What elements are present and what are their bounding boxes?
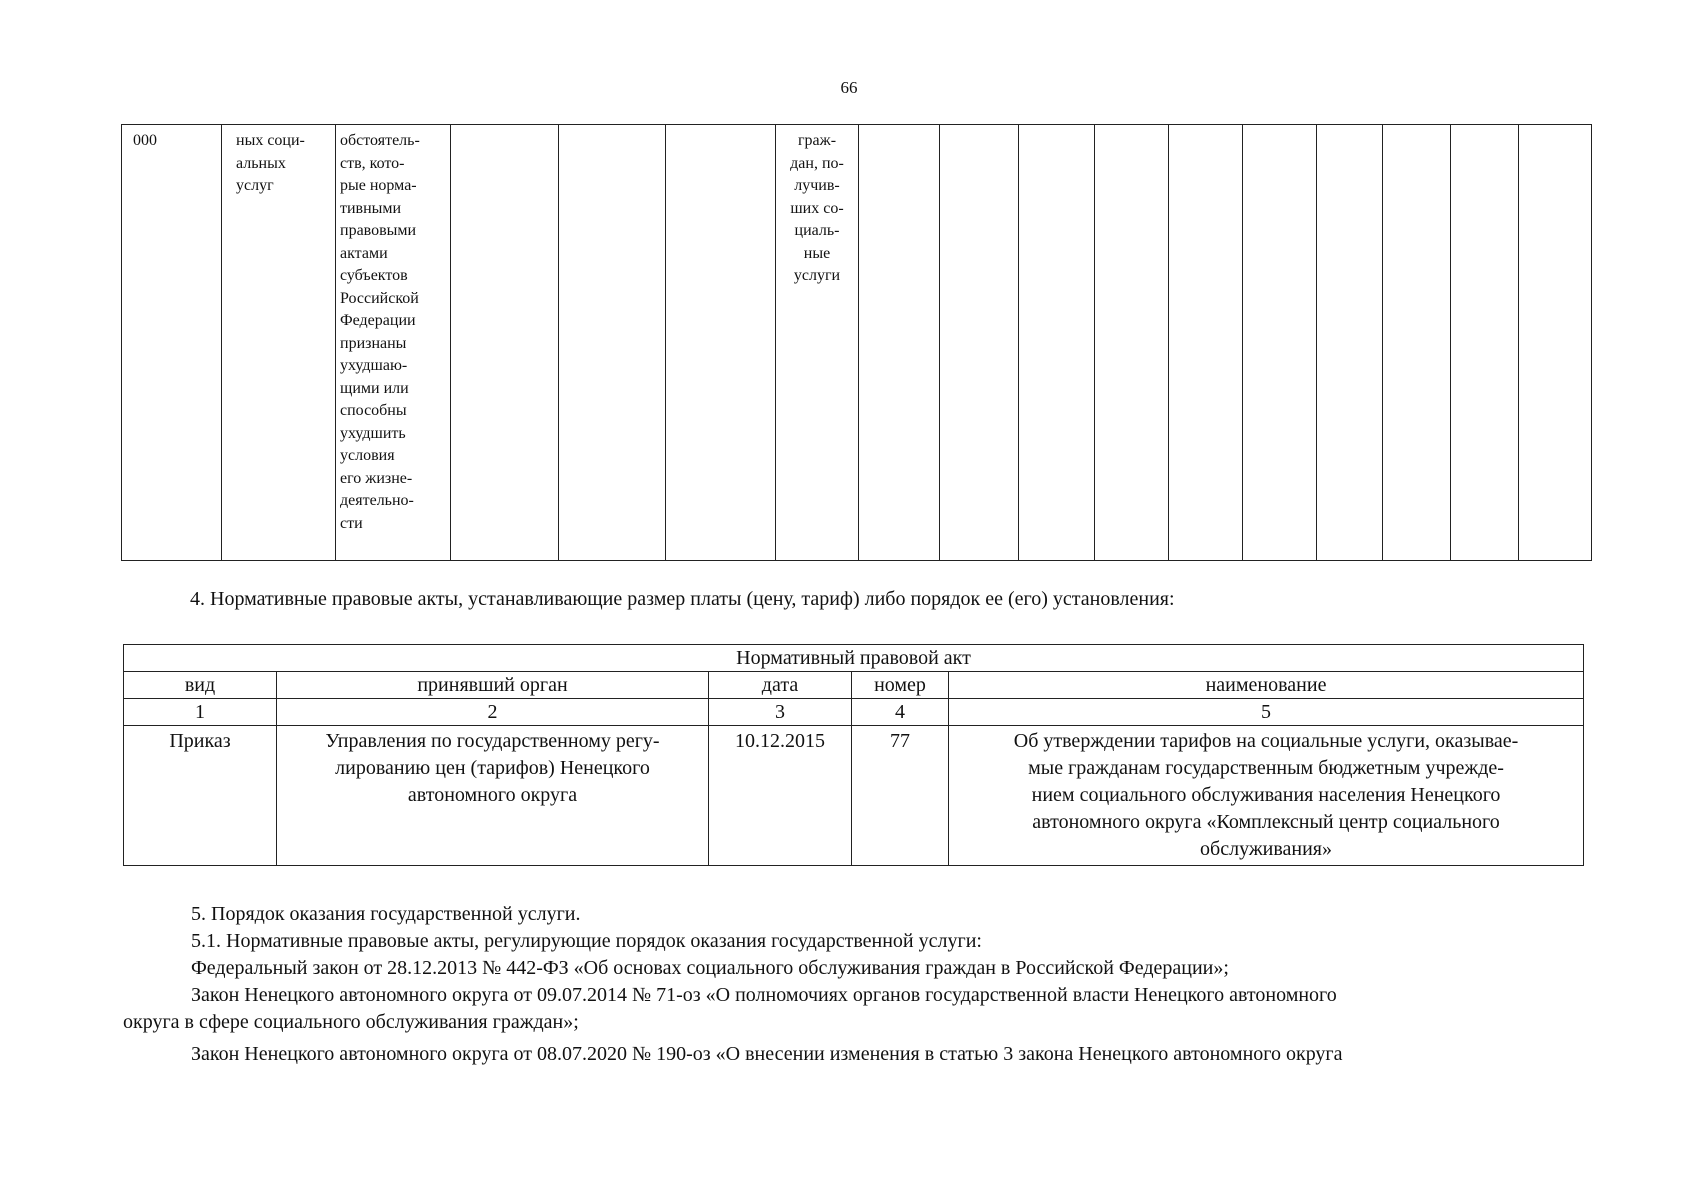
federal-law-paragraph: Федеральный закон от 28.12.2013 № 442-ФЗ «Об основах социального обслуживания граждан в Российской Федерации»; (191, 957, 1229, 979)
section-5-1-heading: 5.1. Нормативные правовые акты, регулирующие порядок оказания государственной услуги: (191, 930, 982, 952)
table-row (124, 726, 1584, 866)
act-date: 10.12.2015 (709, 726, 852, 866)
empty-cell (559, 125, 666, 561)
table-caption: Нормативный правовой акт (124, 645, 1584, 672)
column-number: 5 (949, 699, 1584, 726)
indicator-cell: граж- дан, по- лучив- ших со- циаль- ные услуги (776, 125, 859, 561)
column-header: номер (852, 672, 949, 699)
act-number: 77 (852, 726, 949, 866)
empty-cell (1451, 125, 1519, 561)
empty-cell (1317, 125, 1383, 561)
section-5-title: 5. Порядок оказания государственной услуги. (191, 903, 581, 925)
column-header: дата (709, 672, 852, 699)
empty-cell (1243, 125, 1317, 561)
act-type: Приказ (124, 726, 277, 866)
amendment-law-paragraph: Закон Ненецкого автономного округа от 08.07.2020 № 190-оз «О внесении изменения в статью 3 закона Ненецкого автономного округа (191, 1043, 1343, 1065)
empty-cell (451, 125, 559, 561)
legal-acts-table (123, 644, 1584, 866)
column-number: 2 (277, 699, 709, 726)
column-header: принявший орган (277, 672, 709, 699)
act-organ: Управления по государственному регу- лированию цен (тарифов) Ненецкого автономного округа (277, 726, 709, 866)
column-number: 1 (124, 699, 277, 726)
table-row (122, 125, 1592, 561)
page-number: 66 (840, 78, 858, 97)
empty-cell (1519, 125, 1592, 561)
code-cell: 000 (122, 125, 222, 561)
regional-law-paragraph-continued: округа в сфере социального обслуживания граждан»; (123, 1011, 579, 1033)
column-header: наименование (949, 672, 1584, 699)
service-name-cell: ных соци- альных услуг (222, 125, 336, 561)
empty-cell (1383, 125, 1451, 561)
empty-cell (1169, 125, 1243, 561)
column-number: 4 (852, 699, 949, 726)
act-title: Об утверждении тарифов на социальные услуги, оказывае- мые гражданам государственным бюджетным учрежде- нием социального обслуживания населения Ненецкого автономного округа «Комплексный центр социального обслуживания» (949, 726, 1584, 866)
empty-cell (1019, 125, 1095, 561)
empty-cell (940, 125, 1019, 561)
column-number-row (124, 699, 1584, 726)
continuation-table (121, 124, 1592, 561)
table-header-row (124, 672, 1584, 699)
section-4-heading: 4. Нормативные правовые акты, устанавливающие размер платы (цену, тариф) либо порядок ее (его) установления: (190, 588, 1175, 610)
column-header: вид (124, 672, 277, 699)
empty-cell (1095, 125, 1169, 561)
column-number: 3 (709, 699, 852, 726)
table-caption-row (124, 645, 1584, 672)
empty-cell (666, 125, 776, 561)
empty-cell (859, 125, 940, 561)
regional-law-paragraph: Закон Ненецкого автономного округа от 09.07.2014 № 71-оз «О полномочиях органов государственной власти Ненецкого автономного (191, 984, 1337, 1006)
circumstances-cell: обстоятель- ств, кото- рые норма- тивными правовыми актами субъектов Российской Федерации признаны ухудшаю- щими или способны ухудшить условия его жизне- деятельно- сти (336, 125, 451, 561)
